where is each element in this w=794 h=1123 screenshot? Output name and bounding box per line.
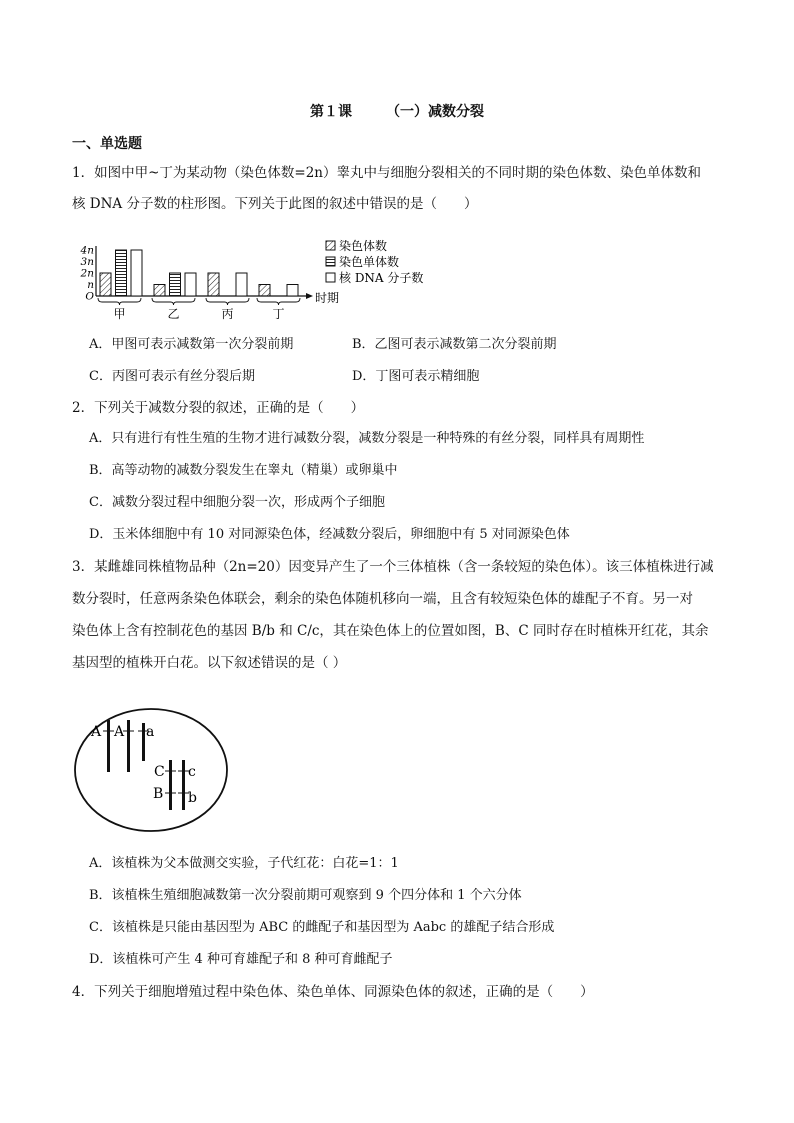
q3-line1: 3．某雌雄同株植物品种（2n=20）因变异产生了一个三体植株（含一条较短的染色体）。该三体植株进行减: [72, 559, 714, 575]
legend-swatch: [326, 273, 335, 282]
category-brace: [152, 298, 195, 305]
q1-line2: 核 DNA 分子数的柱形图。下列关于此图的叙述中错误的是（ ）: [72, 196, 478, 212]
q3-option-a[interactable]: A．该植株为父本做测交实验，子代红花：白花=1：1: [89, 856, 399, 871]
y-tick-label: 3n: [80, 256, 94, 268]
y-tick-label: 2n: [80, 267, 94, 280]
gene-label-a: a: [146, 724, 155, 740]
legend-swatch: [326, 241, 335, 250]
title-lesson: 第１课: [310, 104, 352, 120]
legend-swatch: [326, 257, 335, 266]
q3-option-d[interactable]: D．该植株可产生 4 种可育雄配子和 8 种可育雌配子: [89, 952, 393, 967]
chromosome-diagram: [72, 705, 232, 835]
category-brace: [98, 298, 141, 305]
x-axis-label: 时期: [315, 291, 340, 305]
bar-3-0: [259, 285, 270, 297]
q1-line1: 1．如图中甲~丁为某动物（染色体数=2n）睾丸中与细胞分裂相关的不同时期的染色体数、染色单体数和: [72, 165, 701, 181]
bar-2-2: [236, 273, 247, 296]
bar-0-0: [100, 273, 111, 296]
gene-label-c: c: [188, 764, 196, 780]
category-label: 丁: [272, 307, 285, 321]
chromosome-a-short: [142, 723, 145, 761]
bar-1-0: [154, 285, 165, 297]
legend-label: 染色单体数: [339, 255, 400, 269]
q1-option-d[interactable]: D．丁图可表示精细胞: [352, 369, 480, 384]
chromosome-A2: [127, 720, 130, 772]
q3-option-b[interactable]: B．该植株生殖细胞减数第一次分裂前期可观察到 9 个四分体和 1 个六分体: [89, 888, 522, 903]
chromosome-A1: [107, 720, 110, 772]
q2-option-d[interactable]: D．玉米体细胞中有 10 对同源染色体，经减数分裂后，卵细胞中有 5 对同源染色体: [89, 527, 570, 542]
q1-option-a[interactable]: A．甲图可表示减数第一次分裂前期: [89, 337, 294, 352]
q2-option-a[interactable]: A．只有进行有性生殖的生物才进行减数分裂，减数分裂是一种特殊的有丝分裂，同样具有周期性: [89, 431, 645, 446]
chromosome-BC: [169, 760, 172, 810]
q3-line4: 基因型的植株开白花。以下叙述错误的是（ ）: [72, 655, 347, 671]
q1-bar-chart: [74, 234, 444, 324]
x-axis-arrow: [306, 293, 313, 299]
category-brace: [257, 298, 300, 305]
q3-line3: 染色体上含有控制花色的基因 B/b 和 C/c，其在染色体上的位置如图，B、C 同时存在时植株开红花，其余: [72, 623, 709, 639]
gene-label-A2: A: [114, 724, 125, 740]
q2-option-b[interactable]: B．高等动物的减数分裂发生在睾丸（精巢）或卵巢中: [89, 463, 398, 478]
gene-label-b: b: [188, 790, 197, 806]
title-topic: （一）减数分裂: [386, 104, 484, 120]
legend-label: 核 DNA 分子数: [339, 271, 424, 285]
chart-axes: [96, 246, 313, 305]
chromosome-bc: [182, 760, 185, 810]
bar-0-2: [131, 250, 142, 296]
q3-line2: 数分裂时，任意两条染色体联会，剩余的染色体随机移向一端，且含有较短染色体的雄配子不育。另一对: [72, 591, 693, 607]
q1-option-c[interactable]: C．丙图可表示有丝分裂后期: [89, 369, 255, 384]
legend-label: 染色体数: [339, 239, 388, 253]
y-tick-label: n: [87, 279, 94, 291]
gene-label-C: C: [154, 764, 165, 780]
category-label: 丙: [221, 307, 234, 321]
category-label: 甲: [113, 307, 126, 321]
bar-1-1: [170, 273, 181, 296]
y-tick-label: 4n: [80, 244, 94, 257]
section-heading: 一、单选题: [72, 136, 142, 152]
q3-option-c[interactable]: C．该植株是只能由基因型为 ABC 的雌配子和基因型为 Aabc 的雄配子结合形成: [89, 920, 555, 935]
bar-3-2: [287, 285, 298, 297]
category-brace: [206, 298, 249, 305]
q2-stem: 2．下列关于减数分裂的叙述，正确的是（ ）: [72, 400, 365, 416]
q1-option-b[interactable]: B．乙图可表示减数第二次分裂前期: [352, 337, 557, 352]
q2-option-c[interactable]: C．减数分裂过程中细胞分裂一次，形成两个子细胞: [89, 495, 385, 510]
bar-0-1: [116, 250, 127, 296]
page-title: [0, 101, 794, 121]
bar-2-0: [208, 273, 219, 296]
gene-label-B: B: [153, 786, 164, 802]
q4-stem: 4．下列关于细胞增殖过程中染色体、染色单体、同源染色体的叙述，正确的是（ ）: [72, 984, 594, 1000]
category-label: 乙: [167, 307, 180, 321]
chart-legend: [326, 238, 423, 285]
bar-1-2: [185, 273, 196, 296]
y-tick-label: O: [85, 290, 94, 303]
gene-label-A1: A: [91, 724, 102, 740]
chart-bars: [100, 250, 298, 296]
